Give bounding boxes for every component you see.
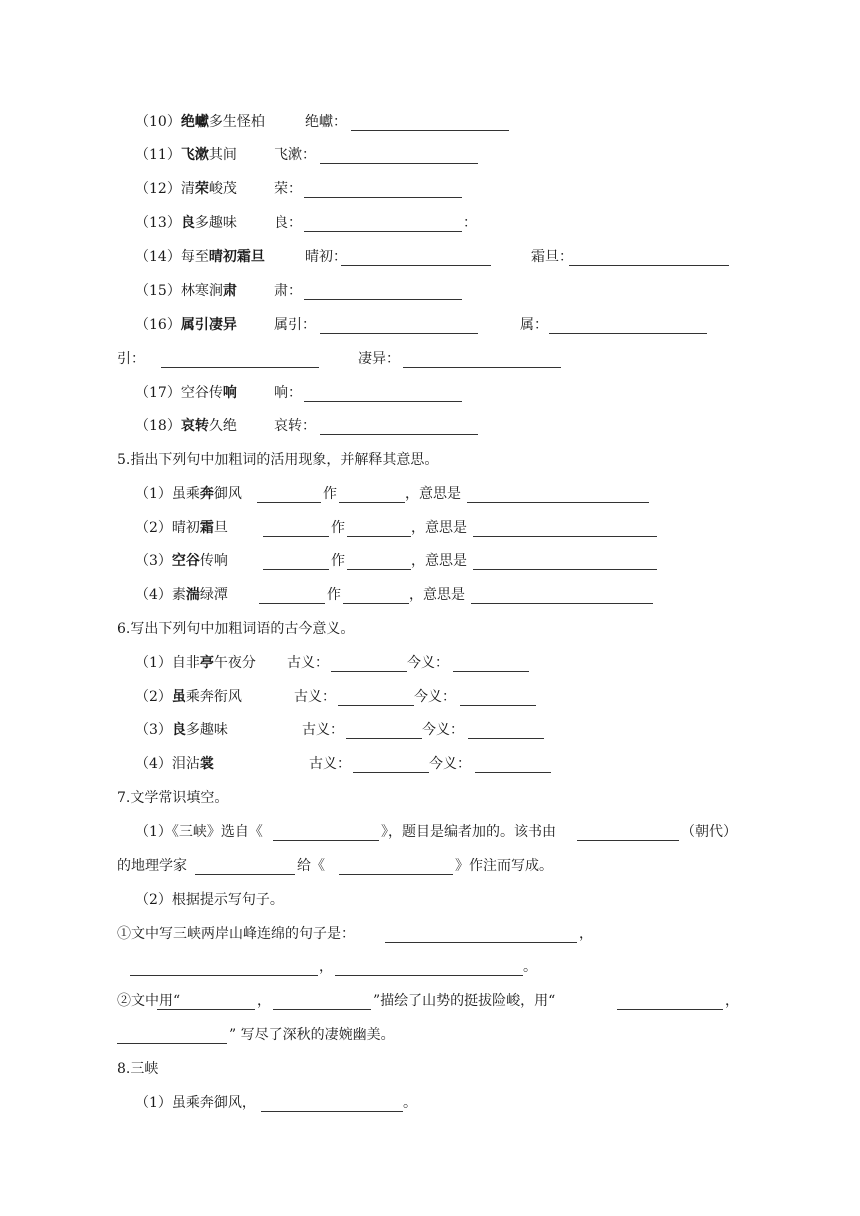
answer-blank[interactable] [460,691,536,706]
q6-item-2: （2）虽乘奔衔风 古义： 今义： [135,687,242,707]
answer-blank[interactable] [320,319,478,334]
answer-blank[interactable] [117,1029,227,1044]
answer-blank[interactable] [273,995,371,1010]
answer-blank[interactable] [467,488,649,503]
answer-blank[interactable] [385,928,577,943]
answer-blank[interactable] [468,724,544,739]
answer-blank[interactable] [473,522,657,537]
q6-item-1: （1）自非亭午夜分 古义： 今义： [135,653,256,673]
q7-p2: （2）根据提示写句子。 [135,892,284,908]
item-18: （18）哀转久绝 哀转： [135,416,237,436]
answer-blank[interactable] [617,995,723,1010]
answer-blank[interactable] [339,860,453,875]
answer-blank[interactable] [343,589,409,604]
answer-blank[interactable] [304,387,462,402]
q6-item-3: （3）良多趣味 古义： 今义： [135,720,228,740]
answer-blank[interactable] [347,555,411,570]
item-16: （16）属引凄异 属引： 属： [135,315,237,335]
answer-blank[interactable] [475,758,551,773]
answer-blank[interactable] [473,555,657,570]
item-11: （11）飞漱其间 飞漱： [135,145,237,165]
item-16-continued: 引： 凄异： [117,349,145,369]
q5-title: 5.指出下列句中加粗词的活用现象，并解释其意思。 [117,452,439,468]
q5-item-4: （4）素湍绿潭 作 ，意思是 [135,585,228,605]
q5-item-3: （3）空谷传响 作 ，意思是 [135,551,228,571]
q7-s2-line1: ②文中用“ ， ”描绘了山势的挺拔险峻，用“ ， [117,993,739,1009]
answer-blank[interactable] [320,149,478,164]
q6-title: 6.写出下列句中加粗词语的古今意义。 [117,621,355,637]
answer-blank[interactable] [304,183,462,198]
answer-blank[interactable] [403,353,561,368]
item-13: （13）良多趣味 良： ： [135,215,477,231]
answer-blank[interactable] [130,961,318,976]
answer-blank[interactable] [263,522,329,537]
item-15: （15）林寒涧肃 肃： [135,281,237,301]
q7-title: 7.文学常识填空。 [117,790,229,806]
answer-blank[interactable] [304,217,462,232]
answer-blank[interactable] [351,116,509,131]
answer-blank[interactable] [338,691,414,706]
answer-blank[interactable] [273,826,379,841]
answer-blank[interactable] [257,488,321,503]
answer-blank[interactable] [577,826,679,841]
q7-s1-line1: ①文中写三峡两岸山峰连绵的句子是： ， [117,926,593,942]
answer-blank[interactable] [353,758,429,773]
answer-blank[interactable] [261,1097,403,1112]
q8-line-1: （1）虽乘奔御风， 。 [135,1095,417,1111]
answer-blank[interactable] [320,420,478,435]
answer-blank[interactable] [549,319,707,334]
answer-blank[interactable] [263,555,329,570]
answer-blank[interactable] [346,724,422,739]
answer-blank[interactable] [331,657,407,672]
q5-item-2: （2）晴初霜旦 作 ，意思是 [135,518,228,538]
q6-item-4: （4）泪沾裳 古义： 今义： [135,754,214,774]
q7-p1-line2: 的地理学家 给《 》作注而写成。 [117,858,553,874]
answer-blank[interactable] [471,589,653,604]
item-12: （12）清荣峻茂 荣： [135,179,237,199]
answer-blank[interactable] [569,251,729,266]
item-14: （14）每至晴初霜旦 晴初： 霜旦： [135,247,265,267]
answer-blank[interactable] [347,522,411,537]
answer-blank[interactable] [341,251,491,266]
q5-item-1: （1）虽乘奔御风 作 ，意思是 [135,484,242,504]
answer-blank[interactable] [195,860,295,875]
answer-blank[interactable] [339,488,405,503]
answer-blank[interactable] [304,285,462,300]
answer-blank[interactable] [157,995,255,1010]
answer-blank[interactable] [335,961,523,976]
item-10: （10）绝巘多生怪柏 绝巘： [135,112,265,132]
answer-blank[interactable] [161,353,319,368]
q7-p1-line1: （1）《三峡》选自《 》，题目是编者加的。该书由 （朝代） [135,824,737,840]
item-17: （17）空谷传响 响： [135,383,237,403]
answer-blank[interactable] [453,657,529,672]
answer-blank[interactable] [259,589,325,604]
q8-title: 8.三峡 [117,1061,159,1077]
